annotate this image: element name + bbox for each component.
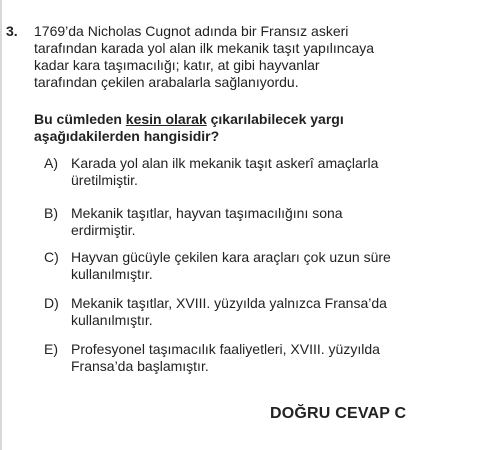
option-letter: C) <box>44 249 59 265</box>
correct-answer-label: DOĞRU CEVAP C <box>270 405 407 422</box>
option-text-line: Fransa’da başlamıştır. <box>71 358 209 374</box>
option-text-line: Hayvan gücüyle çekilen kara araçları çok uzun süre <box>71 249 391 265</box>
question-text-line: 1769’da Nicholas Cugnot adında bir Fransız askeri <box>34 23 349 39</box>
question-text-line: tarafından çekilen arabalarla sağlanıyordu. <box>34 74 299 90</box>
option-text-line: üretilmiştir. <box>71 172 138 188</box>
option-letter: E) <box>44 341 58 357</box>
option-text-line: Profesyonel taşımacılık faaliyetleri, XVIII. yüzyılda <box>71 341 380 357</box>
option-text-line: kullanılmıştır. <box>71 266 153 282</box>
prompt-emphasis: kesin olarak <box>125 111 207 127</box>
question-prompt <box>34 111 464 145</box>
prompt-text-before: Bu cümleden <box>34 111 126 127</box>
left-border-line <box>0 0 2 450</box>
option-text-line: Mekanik taşıtlar, hayvan taşımacılığını sona <box>71 205 343 221</box>
option-text <box>71 155 471 189</box>
prompt-text-after: çıkarılabilecek yargı <box>206 111 344 127</box>
question-text <box>34 23 444 91</box>
question-number: 3. <box>6 23 18 39</box>
option-letter: D) <box>44 295 59 311</box>
option-text-line: erdirmiştir. <box>71 222 136 238</box>
option-letter: A) <box>44 155 58 171</box>
option-text-line: Karada yol alan ilk mekanik taşıt askerî amaçlarla <box>71 155 379 171</box>
option-text <box>71 205 471 239</box>
prompt-line-2: aşağıdakilerden hangisidir? <box>34 128 220 144</box>
question-text-line: kadar kara taşımacılığı; katır, at gibi hayvanlar <box>34 57 320 73</box>
option-text <box>71 249 471 283</box>
option-text <box>71 295 471 329</box>
option-text-line: Mekanik taşıtlar, XVIII. yüzyılda yalnızca Fransa’da <box>71 295 387 311</box>
option-text-line: kullanılmıştır. <box>71 312 153 328</box>
option-letter: B) <box>44 205 58 221</box>
prompt-line-1 <box>34 111 464 128</box>
question-text-line: tarafından karada yol alan ilk mekanik taşıt yapılıncaya <box>34 40 375 56</box>
option-text <box>71 341 471 375</box>
